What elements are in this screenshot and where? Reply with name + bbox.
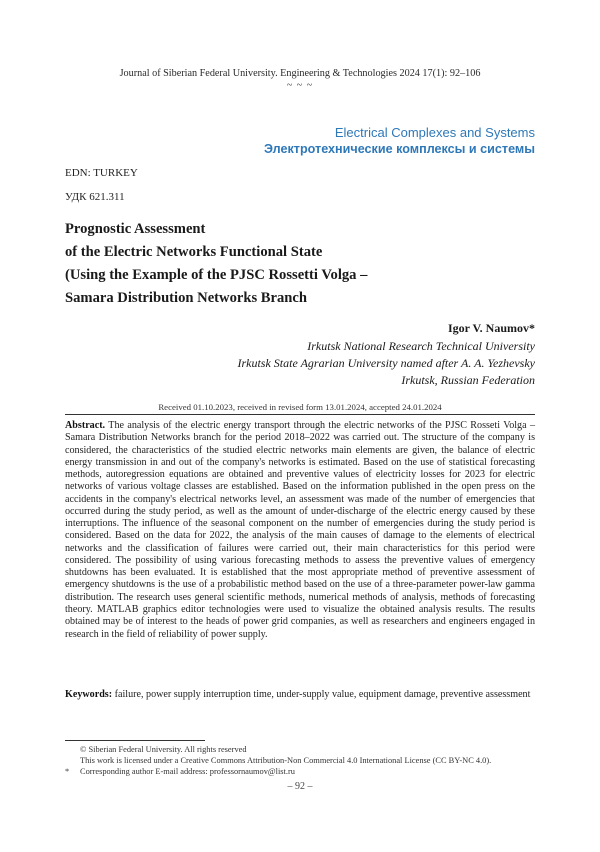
affiliation-line: Irkutsk, Russian Federation <box>401 373 535 387</box>
affiliation-line: Irkutsk State Agrarian University named after A. A. Yezhevsky <box>237 356 535 370</box>
udk-identifier: УДК 621.311 <box>65 191 125 203</box>
title-line: Prognostic Assessment <box>65 221 206 237</box>
license-note: This work is licensed under a Creative Commons Attribution-Non Commercial 4.0 International License (CC BY-NC 4.0). <box>80 756 492 765</box>
title-line: of the Electric Networks Functional State <box>65 244 323 260</box>
section-title-english: Electrical Complexes and Systems <box>334 125 535 140</box>
keywords-text: failure, power supply interruption time, under-supply value, equipment damage, preventive assessment <box>114 689 531 700</box>
edn-identifier: EDN: TURKEY <box>65 167 138 179</box>
keywords-label: Keywords: <box>65 689 113 700</box>
corresponding-author-note: Corresponding author E-mail address: professornaumov@list.ru <box>80 767 295 776</box>
footnote-divider <box>65 740 205 741</box>
abstract <box>65 420 535 641</box>
abstract-text: The analysis of the electric energy transport through the electric networks of the PJSC Rosseti Volga – Samara Distribution Networks branch for the period 2018–2022 was carried out. The structure of the company is considered, the characteristics of the studied electric networks main elements are given, the balance of electric energy transmission in and out of the company's networks is estimated. Based on the use of statistical forecasting methods, autoregression equations are obtained and preventive values of electricity losses for 2023 for electric networks of various voltage classes are established. Based on the information published in the open press on the accidents in the company's electrical networks level, an assessment was made of the number of emergencies that occurred during the study period, as well as the amount of under-discharge of the electric energy caused by these interruptions. The influence of the seasonal component on the number of emergencies during the study period is considered. Based on the data for 2022, the analysis of the main causes of damage to the elements of electrical networks and the classification of failures were carried out, their main characteristics for this period were considered. The possibility of using various forecasting methods to assess the preventive values of emergency shutdowns has been evaluated. It is established that the most appropriate method of preventive assessment of emergency shutdowns is the use of a probabilistic method based on the use of a three-parameter power-law gamma distribution. The research uses general scientific methods, numerical methods of analysis, methods of forecasting theory. MATLAB graphics editor technologies were used to visualize the obtained analysis results. The results obtained may be of interest to the heads of power grid companies, as well as researchers and engineers engaged in research in the field of reliability of power supply. <box>65 420 535 640</box>
author-affiliations <box>237 338 535 389</box>
title-line: (Using the Example of the PJSC Rossetti Volga – <box>65 267 368 283</box>
page-number: – 92 – <box>287 781 313 792</box>
author-name: Igor V. Naumov* <box>447 321 535 335</box>
abstract-label: Abstract. <box>65 420 106 431</box>
section-title-russian: Электротехнические комплексы и системы <box>264 142 535 156</box>
journal-citation: Journal of Siberian Federal University. Engineering & Technologies 2024 17(1): 92–106 <box>119 68 481 79</box>
footnote-marker: * <box>65 767 70 776</box>
header-separator: ~ ~ ~ <box>286 80 314 91</box>
keywords <box>65 689 535 701</box>
affiliation-line: Irkutsk National Research Technical University <box>307 339 535 353</box>
article-title <box>65 218 535 310</box>
title-line: Samara Distribution Networks Branch <box>65 290 308 306</box>
received-dates: Received 01.10.2023, received in revised form 13.01.2024, accepted 24.01.2024 <box>158 402 442 412</box>
copyright-note: © Siberian Federal University. All rights reserved <box>80 745 247 754</box>
divider-line <box>65 414 535 415</box>
